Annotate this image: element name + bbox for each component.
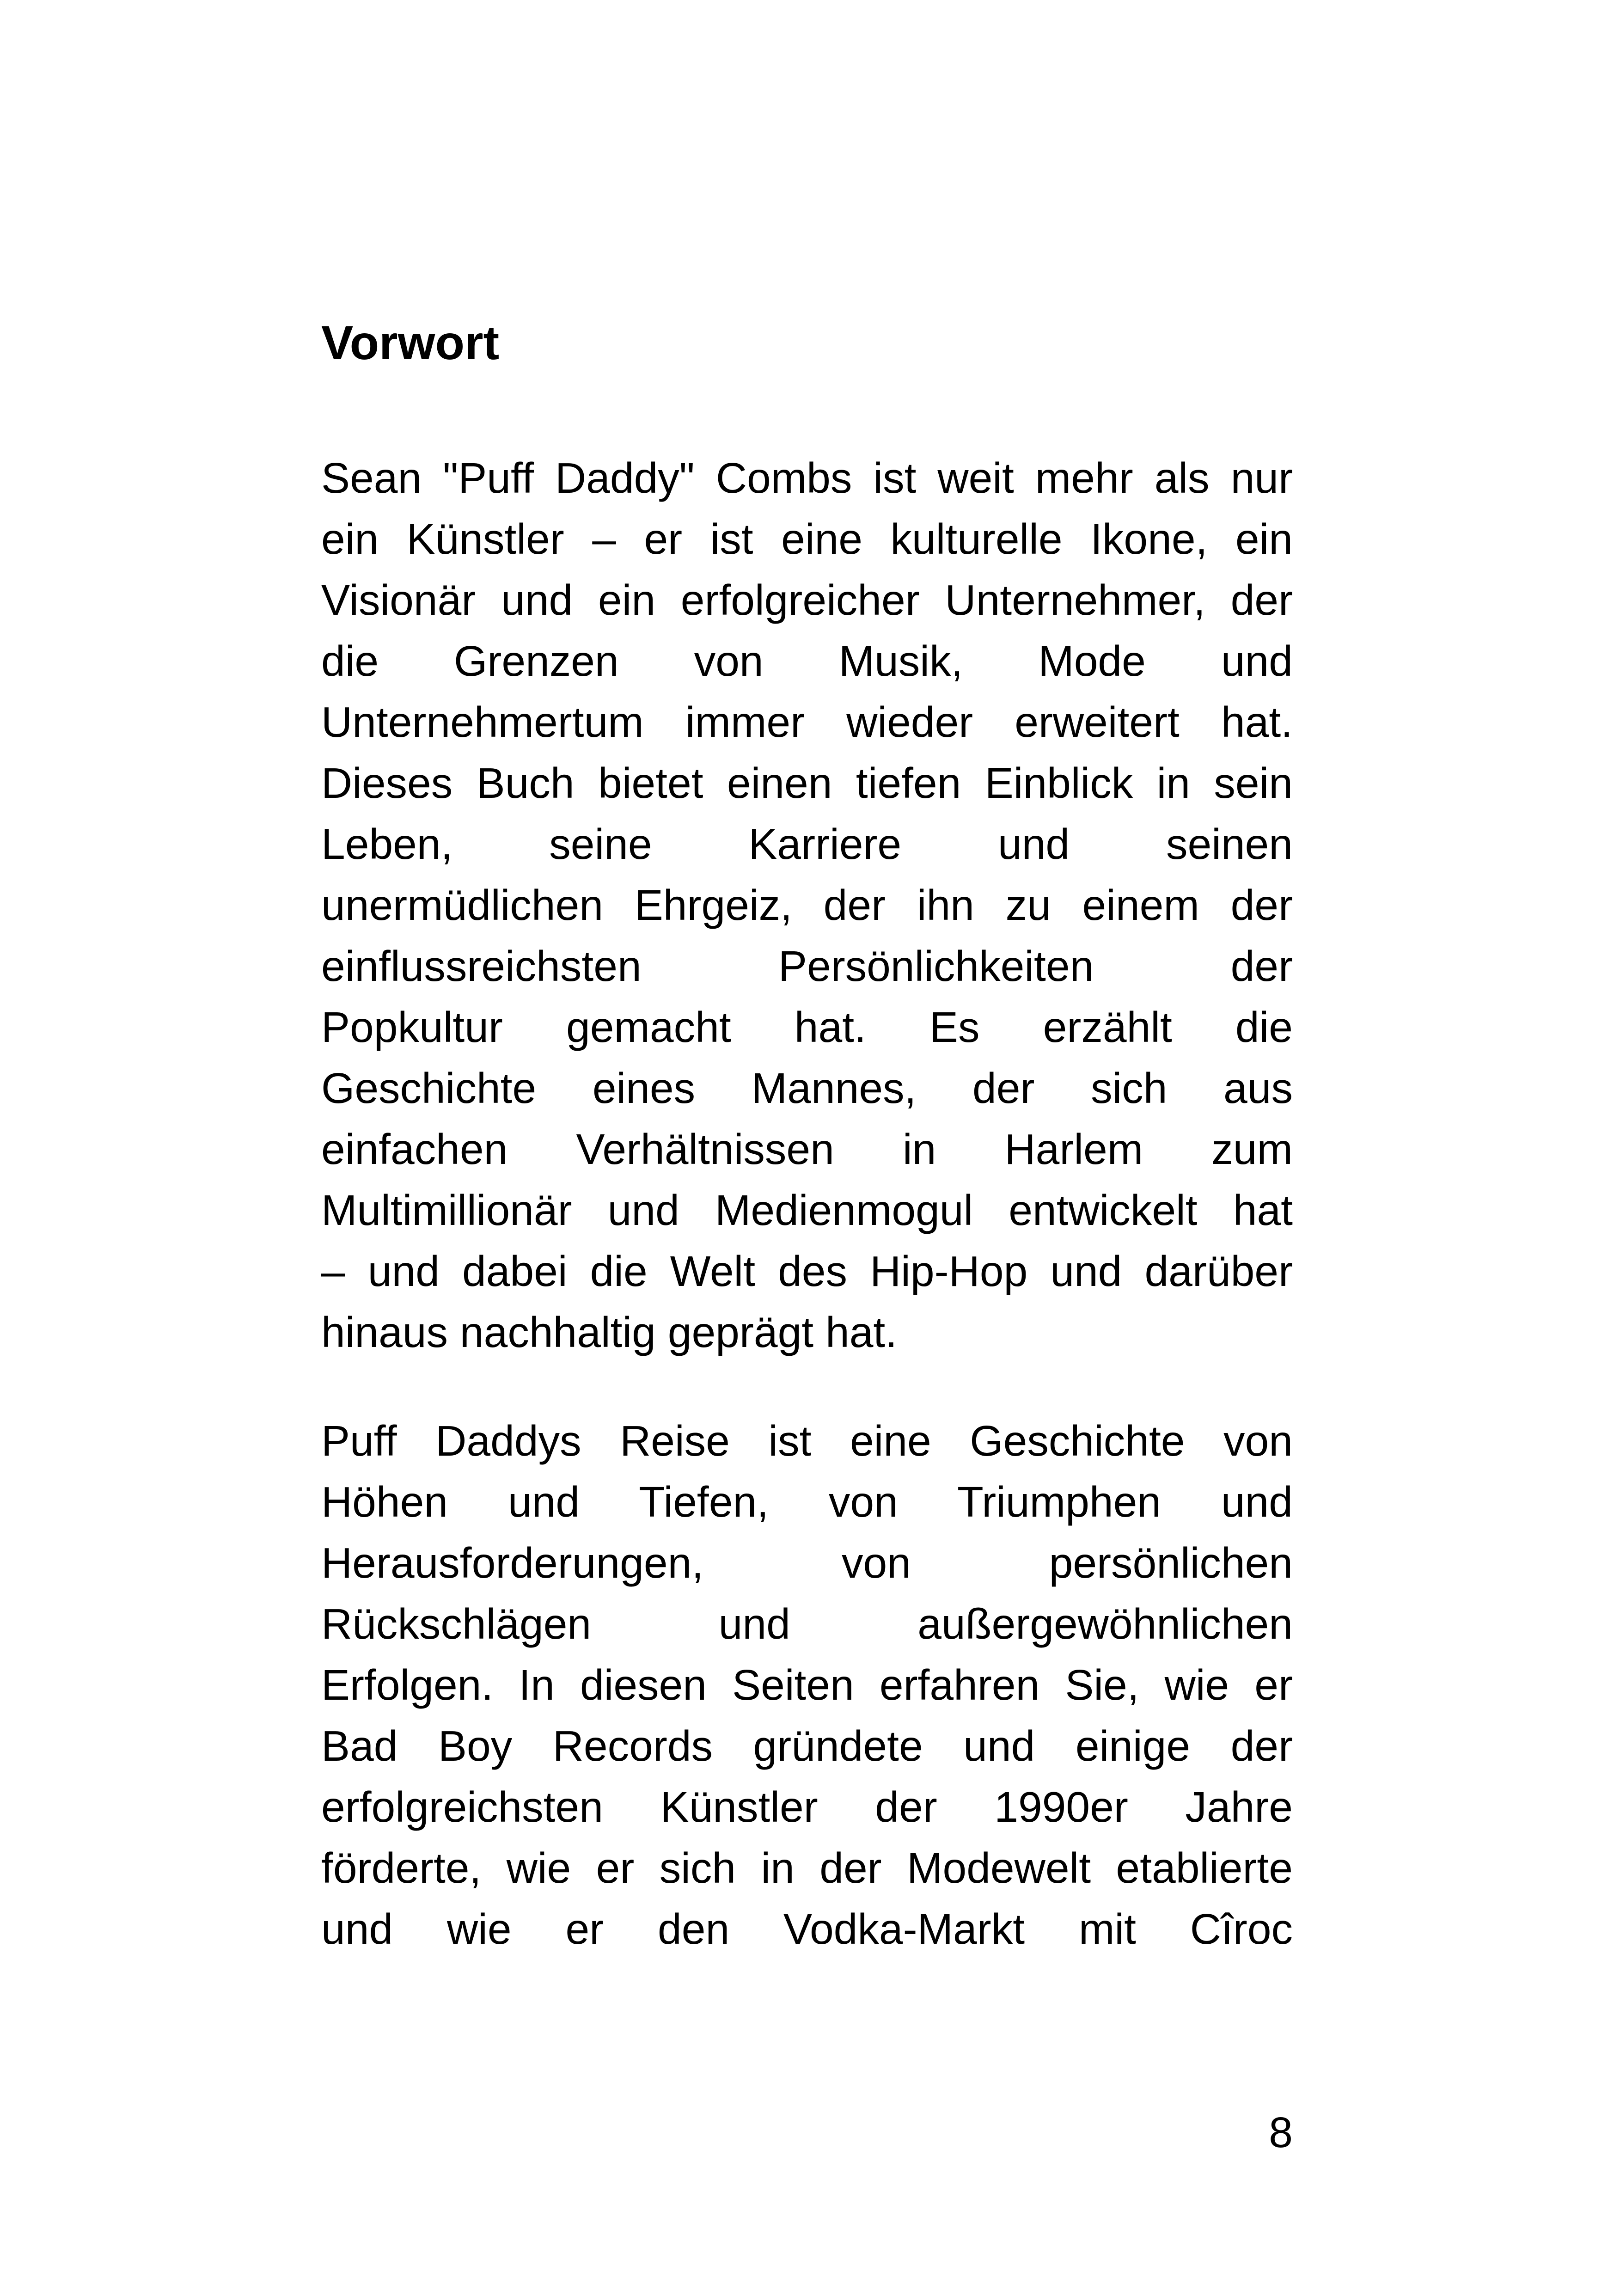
text-line: Leben, seine Karriere und seinen [321, 820, 1293, 868]
text-line: Geschichte eines Mannes, der sich aus [321, 1064, 1293, 1112]
page-number: 8 [1269, 2108, 1293, 2156]
text-line: Bad Boy Records gründete und einige der [321, 1722, 1293, 1770]
text-line: Multimillionär und Medienmogul entwickelt hat [321, 1186, 1293, 1234]
paragraph-2 [321, 1410, 1293, 1959]
text-line: Dieses Buch bietet einen tiefen Einblick in sein [321, 759, 1293, 807]
text-line: hinaus nachhaltig geprägt hat. [321, 1308, 898, 1356]
text-line: unermüdlichen Ehrgeiz, der ihn zu einem der [321, 881, 1293, 929]
text-line: Erfolgen. In diesen Seiten erfahren Sie, wie er [321, 1661, 1293, 1709]
text-line: Höhen und Tiefen, von Triumphen und [321, 1478, 1293, 1526]
text-line: Popkultur gemacht hat. Es erzählt die [321, 1003, 1293, 1051]
text-line: ein Künstler – er ist eine kulturelle Ikone, ein [321, 515, 1293, 563]
text-line: – und dabei die Welt des Hip-Hop und darüber [321, 1247, 1293, 1295]
text-line: Visionär und ein erfolgreicher Unternehmer, der [321, 576, 1293, 624]
text-line: Sean "Puff Daddy" Combs ist weit mehr als nur [321, 454, 1293, 502]
text-line: die Grenzen von Musik, Mode und [321, 637, 1293, 685]
chapter-heading: Vorwort [321, 316, 500, 370]
text-line: und wie er den Vodka-Markt mit Cîroc [321, 1905, 1293, 1953]
text-line: förderte, wie er sich in der Modewelt etablierte [321, 1844, 1293, 1892]
text-line: Herausforderungen, von persönlichen [321, 1539, 1293, 1587]
text-line: Puff Daddys Reise ist eine Geschichte von [321, 1417, 1293, 1465]
text-line: Rückschlägen und außergewöhnlichen [321, 1600, 1293, 1648]
text-line: einflussreichsten Persönlichkeiten der [321, 942, 1293, 990]
paragraph-1 [321, 447, 1293, 1363]
text-line: einfachen Verhältnissen in Harlem zum [321, 1125, 1293, 1173]
text-line: Unternehmertum immer wieder erweitert hat. [321, 698, 1293, 746]
text-line: erfolgreichsten Künstler der 1990er Jahre [321, 1783, 1293, 1831]
